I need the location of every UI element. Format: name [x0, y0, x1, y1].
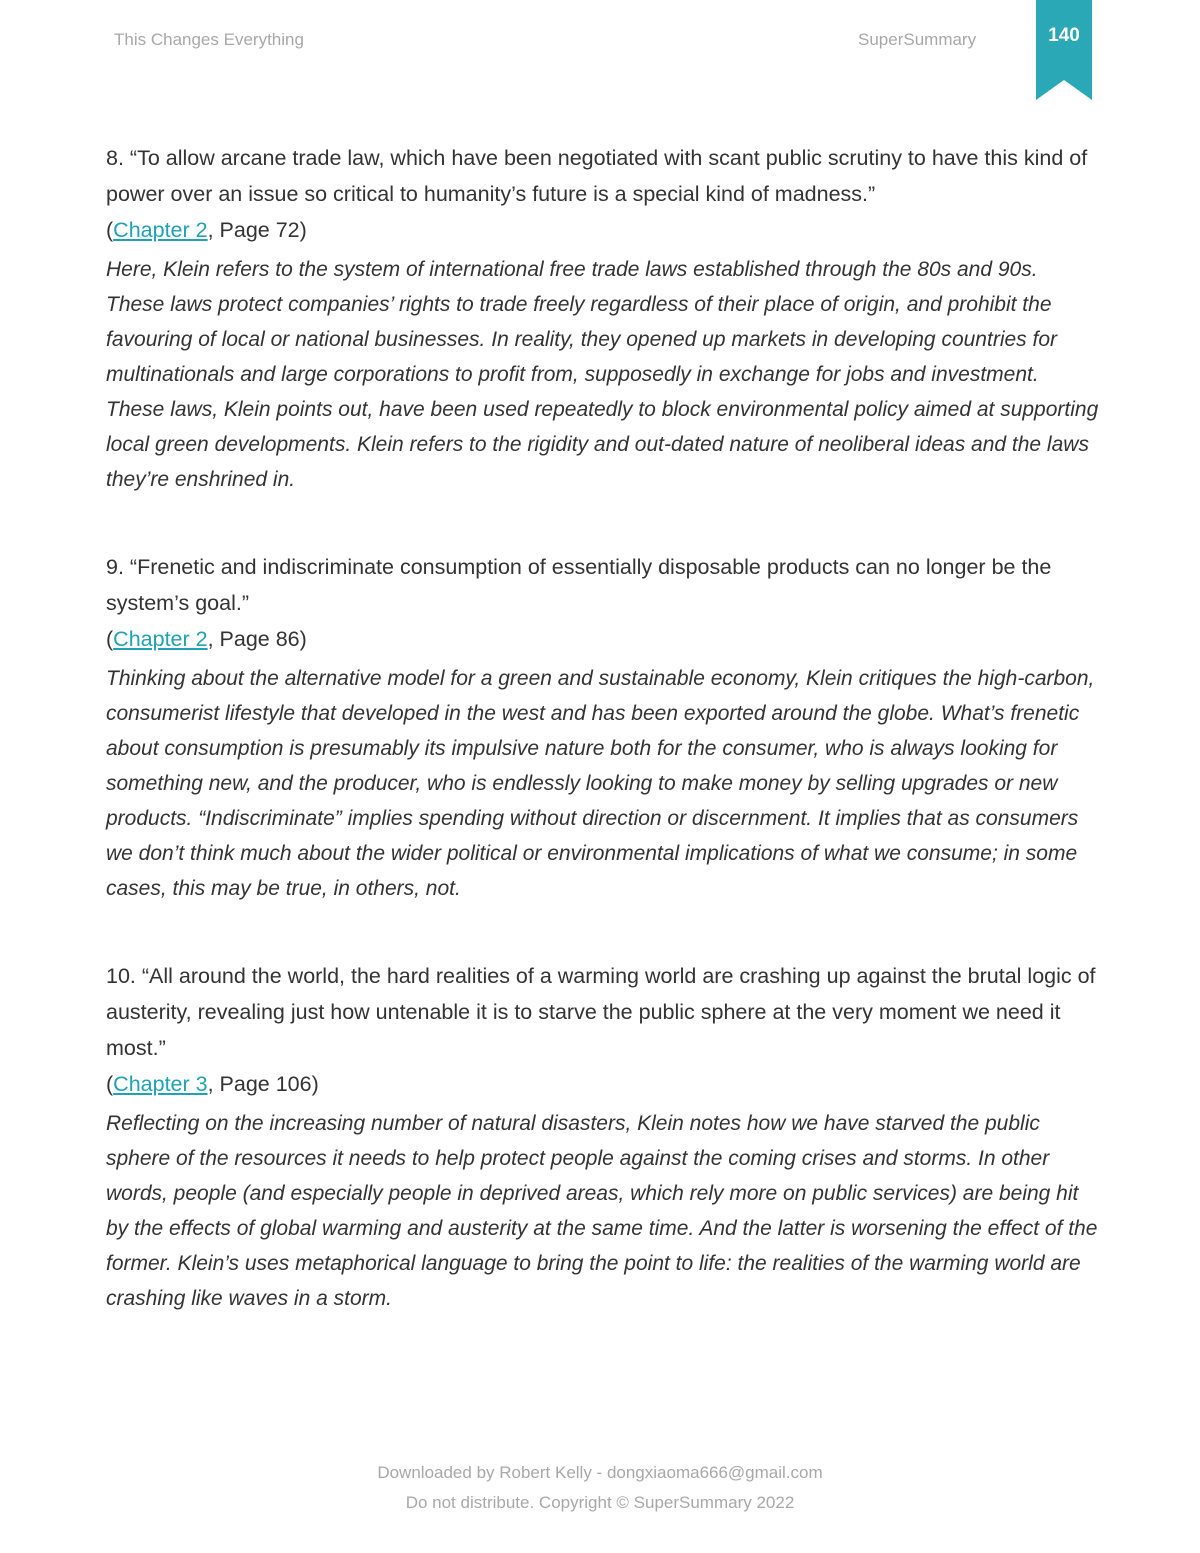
- download-notice: Downloaded by Robert Kelly - dongxiaoma666@gmail.com: [377, 1463, 823, 1482]
- quote-citation: (Chapter 2, Page 86): [106, 627, 307, 651]
- chapter-link[interactable]: Chapter 2: [113, 218, 208, 242]
- chapter-link[interactable]: Chapter 2: [113, 627, 208, 651]
- quote-citation: (Chapter 3, Page 106): [106, 1072, 319, 1096]
- quote-item: [106, 140, 1100, 497]
- quote-text: 8. “To allow arcane trade law, which have been negotiated with scant public scrutiny to have this kind of power over an issue so critical to humanity’s future is a special kind of madness.”: [106, 146, 1088, 206]
- copyright-notice: Do not distribute. Copyright © SuperSummary 2022: [405, 1493, 795, 1512]
- quote-commentary: Reflecting on the increasing number of natural disasters, Klein notes how we have starved the public sphere of the resources it needs to help protect people against the coming crises and storms. In other words, people (and especially people in deprived areas, which rely more on public services) are being hit by the effects of global warming and austerity at the same time. And the latter is worsening the effect of the former. Klein’s uses metaphorical language to bring the point to life: the realities of the warming world are crashing like waves in a storm.: [106, 1112, 1098, 1310]
- page-reference: , Page 106): [207, 1072, 319, 1096]
- quote-commentary: Here, Klein refers to the system of international free trade laws established through the 80s and 90s. These laws protect companies’ rights to trade freely regardless of their place of origin, and prohibit the favouring of local or national businesses. In reality, they opened up markets in developing countries for multinationals and large corporations to profit from, supposedly in exchange for jobs and investment. These laws, Klein points out, have been used repeatedly to block environmental policy aimed at supporting local green developments. Klein refers to the rigidity and out-dated nature of neoliberal ideas and the laws they’re enshrined in.: [106, 258, 1099, 491]
- page-number: 140: [1048, 25, 1080, 46]
- quote-commentary: Thinking about the alternative model for a green and sustainable economy, Klein critiques the high-carbon, consumerist lifestyle that developed in the west and has been exported around the globe. What’s frenetic about consumption is presumably its impulsive nature both for the consumer, who is always looking for something new, and the producer, who is endlessly looking to make money by selling upgrades or new products. “Indiscriminate” implies spending without direction or discernment. It implies that as consumers we don’t think much about the wider political or environmental implications of what we consume; in some cases, this may be true, in others, not.: [106, 667, 1095, 900]
- chapter-link[interactable]: Chapter 3: [113, 1072, 208, 1096]
- page-reference: , Page 72): [207, 218, 307, 242]
- page-reference: , Page 86): [207, 627, 307, 651]
- bookmark-ribbon-icon: [1036, 0, 1092, 100]
- book-title: This Changes Everything: [114, 30, 304, 49]
- quote-item: [106, 549, 1100, 906]
- quote-citation: (Chapter 2, Page 72): [106, 218, 307, 242]
- page-number-tab: [1036, 0, 1092, 100]
- quote-item: [106, 958, 1100, 1316]
- quotes-list: [106, 140, 1100, 1368]
- brand-name: SuperSummary: [858, 30, 977, 49]
- quote-text: 10. “All around the world, the hard realities of a warming world are crashing up against the brutal logic of austerity, revealing just how untenable it is to starve the public sphere at the very moment we need it most.”: [106, 964, 1096, 1060]
- quote-text: 9. “Frenetic and indiscriminate consumption of essentially disposable products can no longer be the system’s goal.”: [106, 555, 1052, 615]
